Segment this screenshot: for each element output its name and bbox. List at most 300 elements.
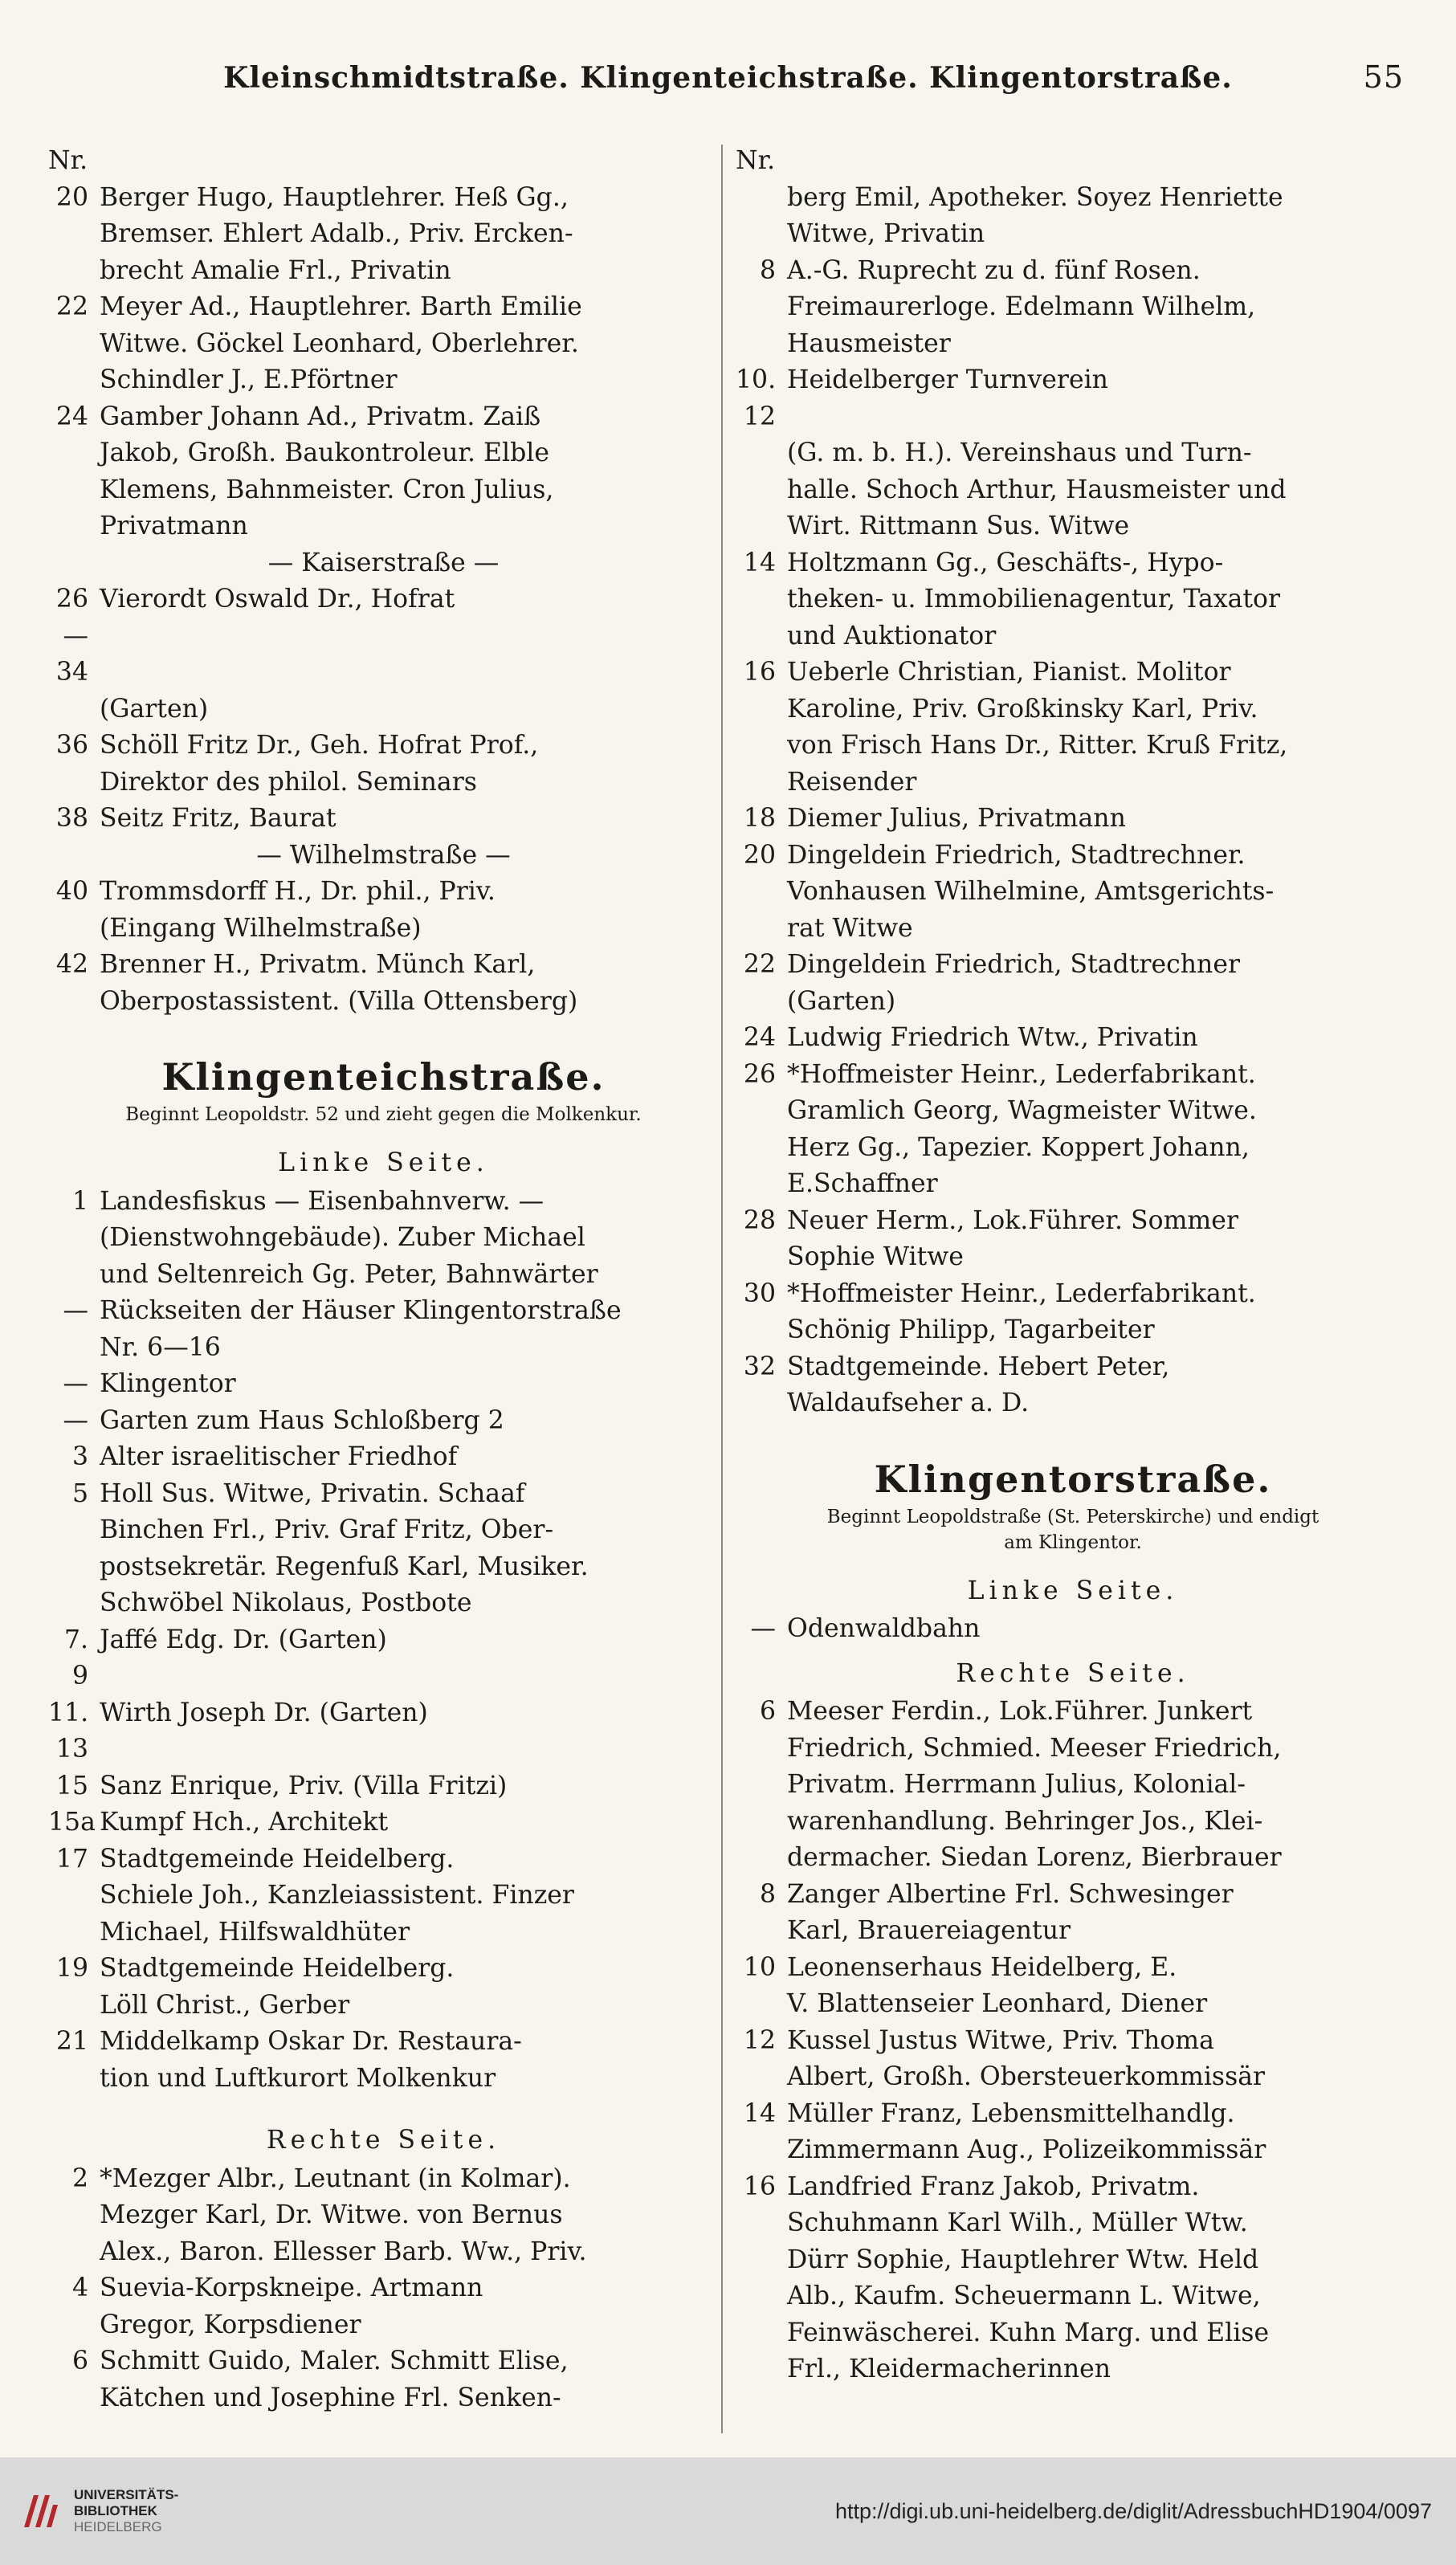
- directory-entry-line: [48, 399, 719, 436]
- directory-entry-line: [48, 1549, 719, 1586]
- entries-right-side: [736, 1694, 1410, 2388]
- entry-text: Hausmeister: [787, 328, 951, 358]
- directory-entry-line: [48, 765, 719, 801]
- side-heading-right: Rechte Seite.: [266, 2126, 501, 2155]
- entry-text: *Mezger Albr., Leutnant (in Kolmar).: [100, 2163, 571, 2193]
- house-number: [736, 2315, 787, 2352]
- directory-entry-line: [736, 838, 1410, 875]
- entry-text: halle. Schoch Arthur, Hausmeister und: [787, 475, 1287, 504]
- house-number: —: [63, 1369, 88, 1398]
- directory-entry-line: [736, 289, 1410, 326]
- directory-entry-line: [736, 1913, 1410, 1950]
- entry-text: Bremser. Ehlert Adalb., Priv. Ercken-: [100, 219, 573, 248]
- directory-entry-line: [48, 289, 719, 326]
- library-logo-icon: [18, 2489, 63, 2534]
- house-number: [736, 435, 787, 472]
- house-number: 32: [743, 1352, 776, 1381]
- house-number: 38: [55, 804, 88, 833]
- house-number: [48, 2380, 100, 2417]
- right-column: [736, 143, 1410, 2388]
- directory-entry-line: [736, 581, 1410, 618]
- house-number: 28: [743, 1205, 776, 1235]
- directory-entry-line: [48, 326, 719, 363]
- directory-entry-line: [736, 1276, 1410, 1313]
- directory-entry-line: [48, 801, 719, 838]
- entry-text: warenhandlung. Behringer Jos., Klei-: [787, 1806, 1263, 1836]
- entry-text: von Frisch Hans Dr., Ritter. Kruß Fritz,: [787, 731, 1288, 760]
- house-number: 7. 9: [63, 1625, 88, 1690]
- house-number: [48, 216, 100, 253]
- entry-text: Alter israelitischer Friedhof: [100, 1442, 458, 1471]
- house-number: —: [63, 1405, 88, 1435]
- house-number: 40: [55, 877, 88, 906]
- house-number: [736, 1130, 787, 1167]
- directory-entry-line: [736, 1767, 1410, 1804]
- library-name-line: BIBLIOTHEK: [74, 2503, 157, 2518]
- house-number: [48, 1915, 100, 1951]
- house-number: [48, 362, 100, 399]
- entries-kleinschmidt: [48, 180, 719, 545]
- entry-text: Seitz Fritz, Baurat: [100, 804, 336, 833]
- directory-entry-line: [48, 1768, 719, 1805]
- house-number: [736, 581, 787, 618]
- directory-entry-line: [48, 472, 719, 509]
- house-number: 10. 12: [736, 365, 777, 431]
- entry-text: Brenner H., Privatm. Münch Karl,: [100, 950, 536, 979]
- entry-text: Schmitt Guido, Maler. Schmitt Elise,: [100, 2347, 569, 2375]
- house-number: [48, 1878, 100, 1915]
- entry-text: Frl., Kleidermacherinnen: [787, 2355, 1111, 2384]
- directory-entry-line: [736, 1611, 1410, 1648]
- nr-label: Nr.: [736, 146, 776, 175]
- directory-entry-line: [736, 1057, 1410, 1094]
- entries-klingenteich-cont: [736, 253, 1410, 1422]
- street-title-klingentorstrasse: Klingentorstraße.: [874, 1457, 1272, 1501]
- house-number: [48, 765, 100, 801]
- house-number: 15: [55, 1771, 88, 1800]
- house-number: 14: [743, 548, 776, 577]
- entry-text: (Garten): [787, 986, 896, 1016]
- entry-text: theken- u. Immobilienagentur, Taxator: [787, 585, 1281, 614]
- entry-text: Dingeldein Friedrich, Stadtrechner.: [787, 840, 1246, 870]
- directory-entry-line: [48, 216, 719, 253]
- directory-entry-line: [48, 1512, 719, 1549]
- house-number: [736, 1166, 787, 1203]
- directory-entry-line: [736, 1385, 1410, 1422]
- house-number: 26—34: [55, 585, 88, 687]
- entry-text: Herz Gg., Tapezier. Koppert Johann,: [787, 1132, 1250, 1162]
- entry-text: Jakob, Großh. Baukontroleur. Elble: [100, 438, 550, 467]
- directory-entry-line: [736, 2205, 1410, 2242]
- entry-text: Binchen Frl., Priv. Graf Fritz, Ober-: [100, 1515, 554, 1544]
- street-description-line: Beginnt Leopoldstraße (St. Peterskirche) und endigt: [826, 1506, 1319, 1527]
- directory-entry-line: [736, 1950, 1410, 1987]
- entry-text: Suevia-Korpskneipe. Artmann: [100, 2273, 483, 2302]
- directory-entry-line: [736, 1349, 1410, 1386]
- directory-entry-line: [736, 326, 1410, 363]
- entry-text: Berger Hugo, Hauptlehrer. Heß Gg.,: [100, 182, 569, 212]
- house-number: [736, 984, 787, 1021]
- directory-entry-line: [736, 1804, 1410, 1841]
- entry-text: Karl, Brauereiagentur: [787, 1916, 1071, 1945]
- side-heading-left: Linke Seite.: [967, 1576, 1179, 1605]
- house-number: [736, 1913, 787, 1950]
- directory-entry-line: [48, 1878, 719, 1915]
- house-number: [736, 1312, 787, 1349]
- entry-text: Alb., Kaufm. Scheuermann L. Witwe,: [787, 2282, 1261, 2310]
- entry-text: Kumpf Hch., Architekt: [100, 1808, 389, 1837]
- directory-entry-line: [736, 362, 1410, 435]
- entry-text: Dürr Sophie, Hauptlehrer Wtw. Held: [787, 2245, 1259, 2274]
- entry-text: Landesfiskus — Eisenbahnverw. —: [100, 1186, 544, 1216]
- entry-text: postsekretär. Regenfuß Karl, Musiker.: [100, 1552, 589, 1581]
- entry-text: V. Blattenseier Leonhard, Diener: [787, 1989, 1208, 2018]
- directory-entry-line: [736, 801, 1410, 838]
- directory-entry-line: [736, 2278, 1410, 2315]
- entry-text: (Garten): [100, 694, 209, 724]
- house-number: [48, 1988, 100, 2025]
- entry-text: brecht Amalie Frl., Privatin: [100, 255, 451, 285]
- entry-text: Müller Franz, Lebensmittelhandlg.: [787, 2098, 1235, 2128]
- entry-text: Gregor, Korpsdiener: [100, 2310, 361, 2339]
- house-number: [736, 691, 787, 728]
- nr-label: Nr.: [48, 146, 88, 175]
- house-number: [736, 2205, 787, 2242]
- directory-entry-line: [48, 2161, 719, 2198]
- directory-entry-line: [48, 1951, 719, 1988]
- house-number: [48, 1257, 100, 1294]
- entry-text: Jaffé Edg. Dr. (Garten): [100, 1625, 387, 1654]
- directory-entry-line: [736, 947, 1410, 984]
- house-number: [736, 289, 787, 326]
- entry-text: Dingeldein Friedrich, Stadtrechner: [787, 950, 1241, 979]
- left-column: [48, 143, 719, 2416]
- entry-text: Karoline, Priv. Großkinsky Karl, Priv.: [787, 694, 1258, 724]
- house-number: 8: [759, 255, 776, 285]
- entry-text: Schindler J., E.Pförtner: [100, 365, 398, 394]
- house-number: [736, 2059, 787, 2096]
- entry-text: Schuhmann Karl Wilh., Müller Wtw.: [787, 2208, 1248, 2237]
- directory-entry-line: [48, 1804, 719, 1841]
- entry-text: (G. m. b. H.). Vereinshaus und Turn-: [787, 438, 1252, 467]
- house-number: 20: [55, 182, 88, 212]
- street-description-line: am Klingentor.: [1004, 1531, 1142, 1553]
- directory-entry-line: [48, 1403, 719, 1440]
- entry-text: Privatmann: [100, 512, 248, 540]
- house-number: 2: [71, 2163, 88, 2193]
- house-number: 20: [743, 840, 776, 870]
- entry-text: Meeser Ferdin., Lok.Führer. Junkert: [787, 1697, 1253, 1726]
- entry-text: Witwe, Privatin: [787, 219, 985, 248]
- house-number: [48, 508, 100, 545]
- entry-text: Löll Christ., Gerber: [100, 1990, 350, 2020]
- entry-text: Gramlich Georg, Wagmeister Witwe.: [787, 1096, 1257, 1125]
- house-number: [48, 326, 100, 363]
- house-number: 16: [743, 2171, 776, 2201]
- library-name-line: UNIVERSITÄTS-: [74, 2487, 179, 2502]
- entry-text: (Eingang Wilhelmstraße): [100, 913, 422, 943]
- directory-entry-line: [736, 545, 1410, 582]
- entry-text: Klingentor: [100, 1369, 236, 1398]
- house-number: [736, 728, 787, 765]
- directory-entry-line: [48, 180, 719, 217]
- house-number: [48, 1585, 100, 1622]
- entry-text: *Hoffmeister Heinr., Lederfabrikant.: [787, 1278, 1256, 1308]
- house-number: [736, 508, 787, 545]
- house-number: 21: [55, 2027, 88, 2056]
- house-number: 18: [743, 804, 776, 833]
- directory-entry-line: [48, 911, 719, 948]
- source-url-link[interactable]: http://digi.ub.uni-heidelberg.de/diglit/AdressbuchHD1904/0097: [834, 2498, 1432, 2523]
- entry-text: dermacher. Siedan Lorenz, Bierbrauer: [787, 1843, 1282, 1872]
- entry-text: rat Witwe: [787, 913, 913, 943]
- house-number: 12: [743, 2025, 776, 2055]
- directory-entry-line: [736, 2132, 1410, 2169]
- entry-text: Mezger Karl, Dr. Witwe. von Bernus: [100, 2200, 563, 2229]
- entry-text: und Seltenreich Gg. Peter, Bahnwärter: [100, 1259, 598, 1289]
- entry-text: Direktor des philol. Seminars: [100, 767, 477, 797]
- directory-entry-line: [48, 2197, 719, 2234]
- directory-entry-line: [736, 1986, 1410, 2023]
- directory-entry-line: [48, 1988, 719, 2025]
- directory-entry-line: [48, 1622, 719, 1695]
- house-number: [736, 911, 787, 948]
- directory-entry-line: [736, 2096, 1410, 2133]
- house-number: [736, 472, 787, 509]
- house-number: [736, 1239, 787, 1276]
- house-number: 24: [743, 1023, 776, 1052]
- entry-text: Zimmermann Aug., Polizeikommissär: [787, 2135, 1266, 2164]
- entry-text: Gamber Johann Ad., Privatm. Zaiß: [100, 402, 541, 431]
- house-number: [48, 984, 100, 1021]
- house-number: [736, 2242, 787, 2279]
- house-number: 24: [55, 402, 88, 431]
- directory-entry-line: [48, 2234, 719, 2271]
- directory-entry-line: [48, 2024, 719, 2061]
- directory-entry-line: [736, 2351, 1410, 2388]
- directory-entry-line: [736, 765, 1410, 801]
- entry-text: tion und Luftkurort Molkenkur: [100, 2063, 496, 2093]
- directory-entry-line: [736, 2059, 1410, 2096]
- cross-street-wilhelmstrasse: — Wilhelmstraße —: [256, 840, 511, 870]
- entry-text: Holl Sus. Witwe, Privatin. Schaaf: [100, 1478, 525, 1508]
- directory-entry-line: [736, 874, 1410, 911]
- entry-text: Heidelberger Turnverein: [787, 365, 1108, 394]
- entry-text: Rückseiten der Häuser Klingentorstraße: [100, 1296, 622, 1325]
- entry-text: A.-G. Ruprecht zu d. fünf Rosen.: [787, 255, 1201, 285]
- house-number: 14: [743, 2098, 776, 2128]
- house-number: [48, 691, 100, 728]
- house-number: 26: [743, 1059, 776, 1089]
- house-number: 3: [71, 1442, 88, 1471]
- entry-text: Kussel Justus Witwe, Priv. Thoma: [787, 2025, 1214, 2055]
- directory-entry-line: [48, 1184, 719, 1221]
- entry-text: Albert, Großh. Obersteuerkommissär: [787, 2062, 1266, 2091]
- entry-text: Sophie Witwe: [787, 1242, 964, 1271]
- directory-entry-line: [48, 1293, 719, 1330]
- house-number: —: [63, 1296, 88, 1325]
- directory-entry-line: [736, 180, 1410, 217]
- directory-entry-line: [48, 362, 719, 399]
- directory-entry-line: [48, 2061, 719, 2098]
- page-number: 55: [1363, 59, 1404, 95]
- column-divider: [721, 145, 723, 2433]
- directory-entry-line: [48, 508, 719, 545]
- house-number: 36: [55, 731, 88, 760]
- directory-entry-line: [736, 2169, 1410, 2206]
- entry-text: Leonenserhaus Heidelberg, E.: [787, 1952, 1177, 1982]
- house-number: [736, 2278, 787, 2315]
- house-number: 6: [71, 2347, 88, 2375]
- entry-text: Oberpostassistent. (Villa Ottensberg): [100, 986, 578, 1016]
- directory-entry-line: [736, 1130, 1410, 1167]
- directory-entry-line: [736, 618, 1410, 655]
- house-number: 4: [71, 2273, 88, 2302]
- house-number: 19: [55, 1954, 88, 1983]
- entry-text: und Auktionator: [787, 621, 997, 650]
- directory-entry-line: [736, 1877, 1410, 1914]
- directory-entry-line: [48, 728, 719, 765]
- directory-entry-line: [736, 216, 1410, 253]
- directory-entry-line: [736, 1166, 1410, 1203]
- entry-text: Michael, Hilfswaldhüter: [100, 1917, 410, 1947]
- entry-text: Odenwaldbahn: [787, 1614, 981, 1643]
- house-number: 6: [759, 1697, 776, 1726]
- directory-entry-line: [48, 581, 719, 691]
- entries-left-side: [48, 1184, 719, 2098]
- directory-entry-line: [48, 1330, 719, 1367]
- house-number: [48, 2307, 100, 2344]
- entry-text: *Hoffmeister Heinr., Lederfabrikant.: [787, 1059, 1256, 1089]
- house-number: [48, 2061, 100, 2098]
- directory-entry-line: [736, 253, 1410, 290]
- directory-entry-line: [736, 1312, 1410, 1349]
- entry-text: Vonhausen Wilhelmine, Amtsgerichts-: [787, 877, 1275, 906]
- directory-entry-line: [736, 911, 1410, 948]
- house-number: [736, 765, 787, 801]
- entry-text: Trommsdorff H., Dr. phil., Priv.: [100, 877, 496, 906]
- directory-entry-line: [736, 655, 1410, 691]
- library-name: [74, 2487, 178, 2535]
- directory-entry-line: [48, 1220, 719, 1257]
- house-number: [48, 1330, 100, 1367]
- entry-text: Ludwig Friedrich Wtw., Privatin: [787, 1023, 1198, 1052]
- entry-text: berg Emil, Apotheker. Soyez Henriette: [787, 182, 1283, 212]
- running-header-title: Kleinschmidtstraße. Klingenteichstraße. Klingentorstraße.: [223, 61, 1233, 95]
- entry-text: Wirt. Rittmann Sus. Witwe: [787, 512, 1130, 540]
- entry-text: Wirth Joseph Dr. (Garten): [100, 1698, 428, 1727]
- directory-entry-line: [48, 435, 719, 472]
- house-number: 8: [759, 1879, 776, 1909]
- house-number: [48, 1549, 100, 1586]
- library-name-line: HEIDELBERG: [74, 2519, 162, 2534]
- entries-right-side: [48, 2161, 719, 2417]
- entry-text: Schwöbel Nikolaus, Postbote: [100, 1588, 472, 1617]
- entry-text: Kätchen und Josephine Frl. Senken-: [100, 2383, 561, 2412]
- entry-text: Alex., Baron. Ellesser Barb. Ww., Priv.: [100, 2237, 587, 2266]
- entry-text: Landfried Franz Jakob, Privatm.: [787, 2171, 1200, 2201]
- entry-text: Schönig Philipp, Tagarbeiter: [787, 1315, 1155, 1344]
- directory-entry-line: [48, 1841, 719, 1878]
- directory-entry-line: [736, 1093, 1410, 1130]
- directory-entry-line: [48, 2380, 719, 2417]
- cross-street-kaiserstrasse: — Kaiserstraße —: [267, 548, 500, 577]
- directory-entry-line: [48, 1257, 719, 1294]
- entry-text: Privatm. Herrmann Julius, Kolonial-: [787, 1770, 1246, 1799]
- directory-entry-line: [48, 253, 719, 290]
- directory-entry-line: [736, 2023, 1410, 2060]
- directory-entry-line: [736, 1239, 1410, 1276]
- house-number: 11. 13: [48, 1698, 89, 1764]
- directory-entry-line: [48, 1439, 719, 1476]
- entry-text: Witwe. Göckel Leonhard, Oberlehrer.: [100, 328, 579, 358]
- directory-entry-line: [48, 2270, 719, 2307]
- directory-entry-line: [48, 2307, 719, 2344]
- house-number: 5: [71, 1478, 88, 1508]
- house-number: [736, 2132, 787, 2169]
- directory-entry-line: [736, 508, 1410, 545]
- house-number: [736, 216, 787, 253]
- directory-entry-line: [736, 2315, 1410, 2352]
- house-number: 10: [743, 1952, 776, 1982]
- house-number: [736, 618, 787, 655]
- directory-entry-line: [736, 1020, 1410, 1057]
- entry-text: Friedrich, Schmied. Meeser Friedrich,: [787, 1733, 1282, 1763]
- entry-text: Schöll Fritz Dr., Geh. Hofrat Prof.,: [100, 731, 539, 760]
- side-heading-left: Linke Seite.: [278, 1148, 489, 1177]
- directory-entry-line: [48, 1476, 719, 1513]
- entry-text: Zanger Albertine Frl. Schwesinger: [787, 1879, 1234, 1909]
- street-description: Beginnt Leopoldstr. 52 und zieht gegen die Molkenkur.: [125, 1104, 642, 1125]
- house-number: 42: [55, 950, 88, 979]
- entry-text: Meyer Ad., Hauptlehrer. Barth Emilie: [100, 292, 582, 321]
- footer-bar: [0, 2457, 1456, 2565]
- directory-entry-line: [48, 1695, 719, 1768]
- entry-text: Stadtgemeinde Heidelberg.: [100, 1954, 455, 1983]
- house-number: [48, 911, 100, 948]
- entry-text: Neuer Herm., Lok.Führer. Sommer: [787, 1205, 1239, 1235]
- house-number: 1: [71, 1186, 88, 1216]
- directory-entry-line: [48, 947, 719, 984]
- continued-entry: [736, 180, 1410, 253]
- entry-text: Vierordt Oswald Dr., Hofrat: [100, 585, 455, 614]
- entry-text: Middelkamp Oskar Dr. Restaura-: [100, 2027, 522, 2056]
- house-number: 30: [743, 1278, 776, 1308]
- house-number: [736, 2351, 787, 2388]
- entry-text: Nr. 6—16: [100, 1332, 221, 1362]
- directory-entry-line: [48, 2343, 719, 2380]
- entry-text: Stadtgemeinde. Hebert Peter,: [787, 1352, 1170, 1381]
- directory-entry-line: [736, 1840, 1410, 1877]
- directory-entry-line: [736, 435, 1410, 472]
- entry-text: Ueberle Christian, Pianist. Molitor: [787, 658, 1231, 687]
- house-number: [48, 2234, 100, 2271]
- house-number: [48, 472, 100, 509]
- house-number: [736, 1804, 787, 1841]
- entry-text: Stadtgemeinde Heidelberg.: [100, 1844, 455, 1874]
- directory-entry-line: [736, 1731, 1410, 1768]
- directory-entry-line: [48, 984, 719, 1021]
- house-number: 16: [743, 658, 776, 687]
- directory-entry-line: [48, 1915, 719, 1951]
- entry-text: E.Schaffner: [787, 1169, 938, 1198]
- directory-entry-line: [736, 728, 1410, 765]
- entries-kleinschmidt-3: [48, 874, 719, 1020]
- directory-entry-line: [736, 984, 1410, 1021]
- house-number: [48, 253, 100, 290]
- entry-text: Reisender: [787, 767, 917, 797]
- house-number: [736, 180, 787, 217]
